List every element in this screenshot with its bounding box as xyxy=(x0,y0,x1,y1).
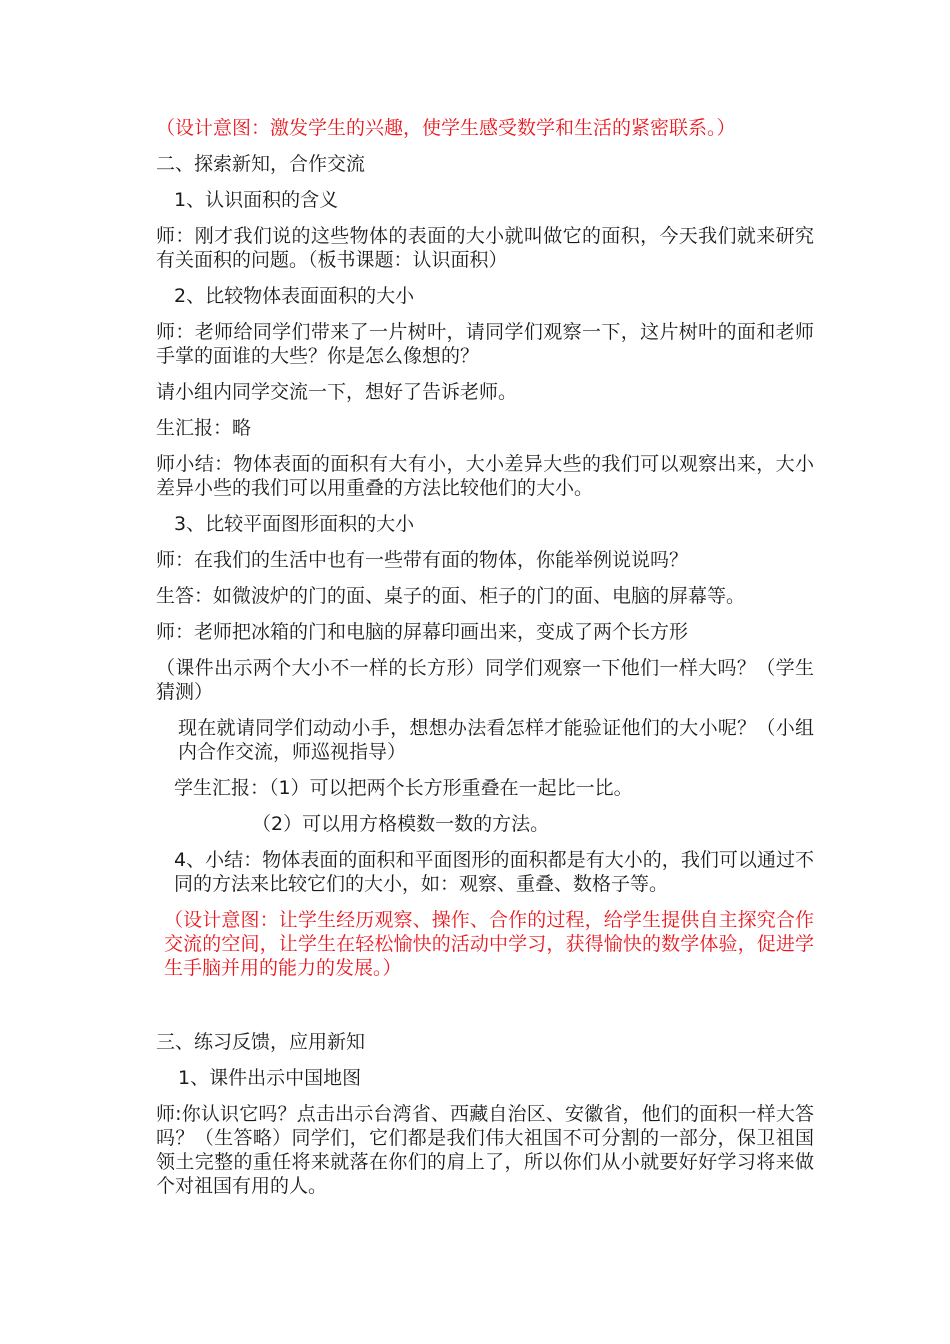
teacher-dialogue: 师：在我们的生活中也有一些带有面的物体，你能举例说说吗？ xyxy=(156,549,689,571)
teacher-summary: 师小结：物体表面的面积有大有小，大小差异大些的我们可以观察出来，大小差异小些的我们可以用重叠的方法比较他们的大小。 xyxy=(156,453,814,499)
student-report: 学生汇报：（1）可以把两个长方形重叠在一起比一比。 xyxy=(174,777,633,799)
student-answer: 生答：如微波炉的门的面、桌子的面、柜子的门的面、电脑的屏幕等。 xyxy=(156,585,746,607)
document-body xyxy=(156,116,814,1198)
teacher-dialogue: 师:你认识它吗？点击出示台湾省、西藏自治区、安徽省，他们的面积一样大答吗？（生答略）同学们，它们都是我们伟大祖国不可分割的一部分，保卫祖国领土完整的重任将来就落在你们的肩上了，所以你们从小就要好好学习将来做个对祖国有用的人。 xyxy=(156,1103,814,1197)
instruction-text: 请小组内同学交流一下，想好了告诉老师。 xyxy=(156,381,518,403)
teacher-dialogue: 师：老师把冰箱的门和电脑的屏幕印画出来，变成了两个长方形 xyxy=(156,621,689,643)
student-report: 生汇报：略 xyxy=(156,417,252,439)
teacher-dialogue: 师：刚才我们说的这些物体的表面的大小就叫做它的面积，今天我们就来研究有关面积的问题。（板书课题：认识面积） xyxy=(156,225,814,271)
subsection-heading: 1、课件出示中国地图 xyxy=(178,1067,362,1089)
subsection-heading: 3、比较平面图形面积的大小 xyxy=(174,513,415,535)
section-heading: 二、探索新知，合作交流 xyxy=(156,153,366,175)
student-report-item: （2）可以用方格模数一数的方法。 xyxy=(252,813,550,835)
activity-instruction: 现在就请同学们动动小手，想想办法看怎样才能验证他们的大小呢？（小组内合作交流，师巡视指导） xyxy=(178,717,814,763)
design-intent-note: （设计意图：让学生经历观察、操作、合作的过程，给学生提供自主探究合作交流的空间，让学生在轻松愉快的活动中学习，获得愉快的数学体验，促进学生手脑并用的能力的发展。） xyxy=(164,909,814,979)
design-intent-note: （设计意图：激发学生的兴趣，使学生感受数学和生活的紧密联系。） xyxy=(156,117,736,139)
teacher-dialogue: 师：老师给同学们带来了一片树叶，请同学们观察一下，这片树叶的面和老师手掌的面谁的大些？你是怎么像想的？ xyxy=(156,321,814,367)
subsection-heading: 1、认识面积的含义 xyxy=(174,189,339,211)
summary-paragraph: 4、小结：物体表面的面积和平面图形的面积都是有大小的，我们可以通过不同的方法来比较它们的大小，如：观察、重叠、数格子等。 xyxy=(174,849,814,895)
courseware-note: （课件出示两个大小不一样的长方形）同学们观察一下他们一样大吗？（学生猜测） xyxy=(156,657,814,703)
blank-line xyxy=(156,980,814,1018)
subsection-heading: 2、比较物体表面面积的大小 xyxy=(174,285,415,307)
section-heading: 三、练习反馈，应用新知 xyxy=(156,1031,366,1053)
